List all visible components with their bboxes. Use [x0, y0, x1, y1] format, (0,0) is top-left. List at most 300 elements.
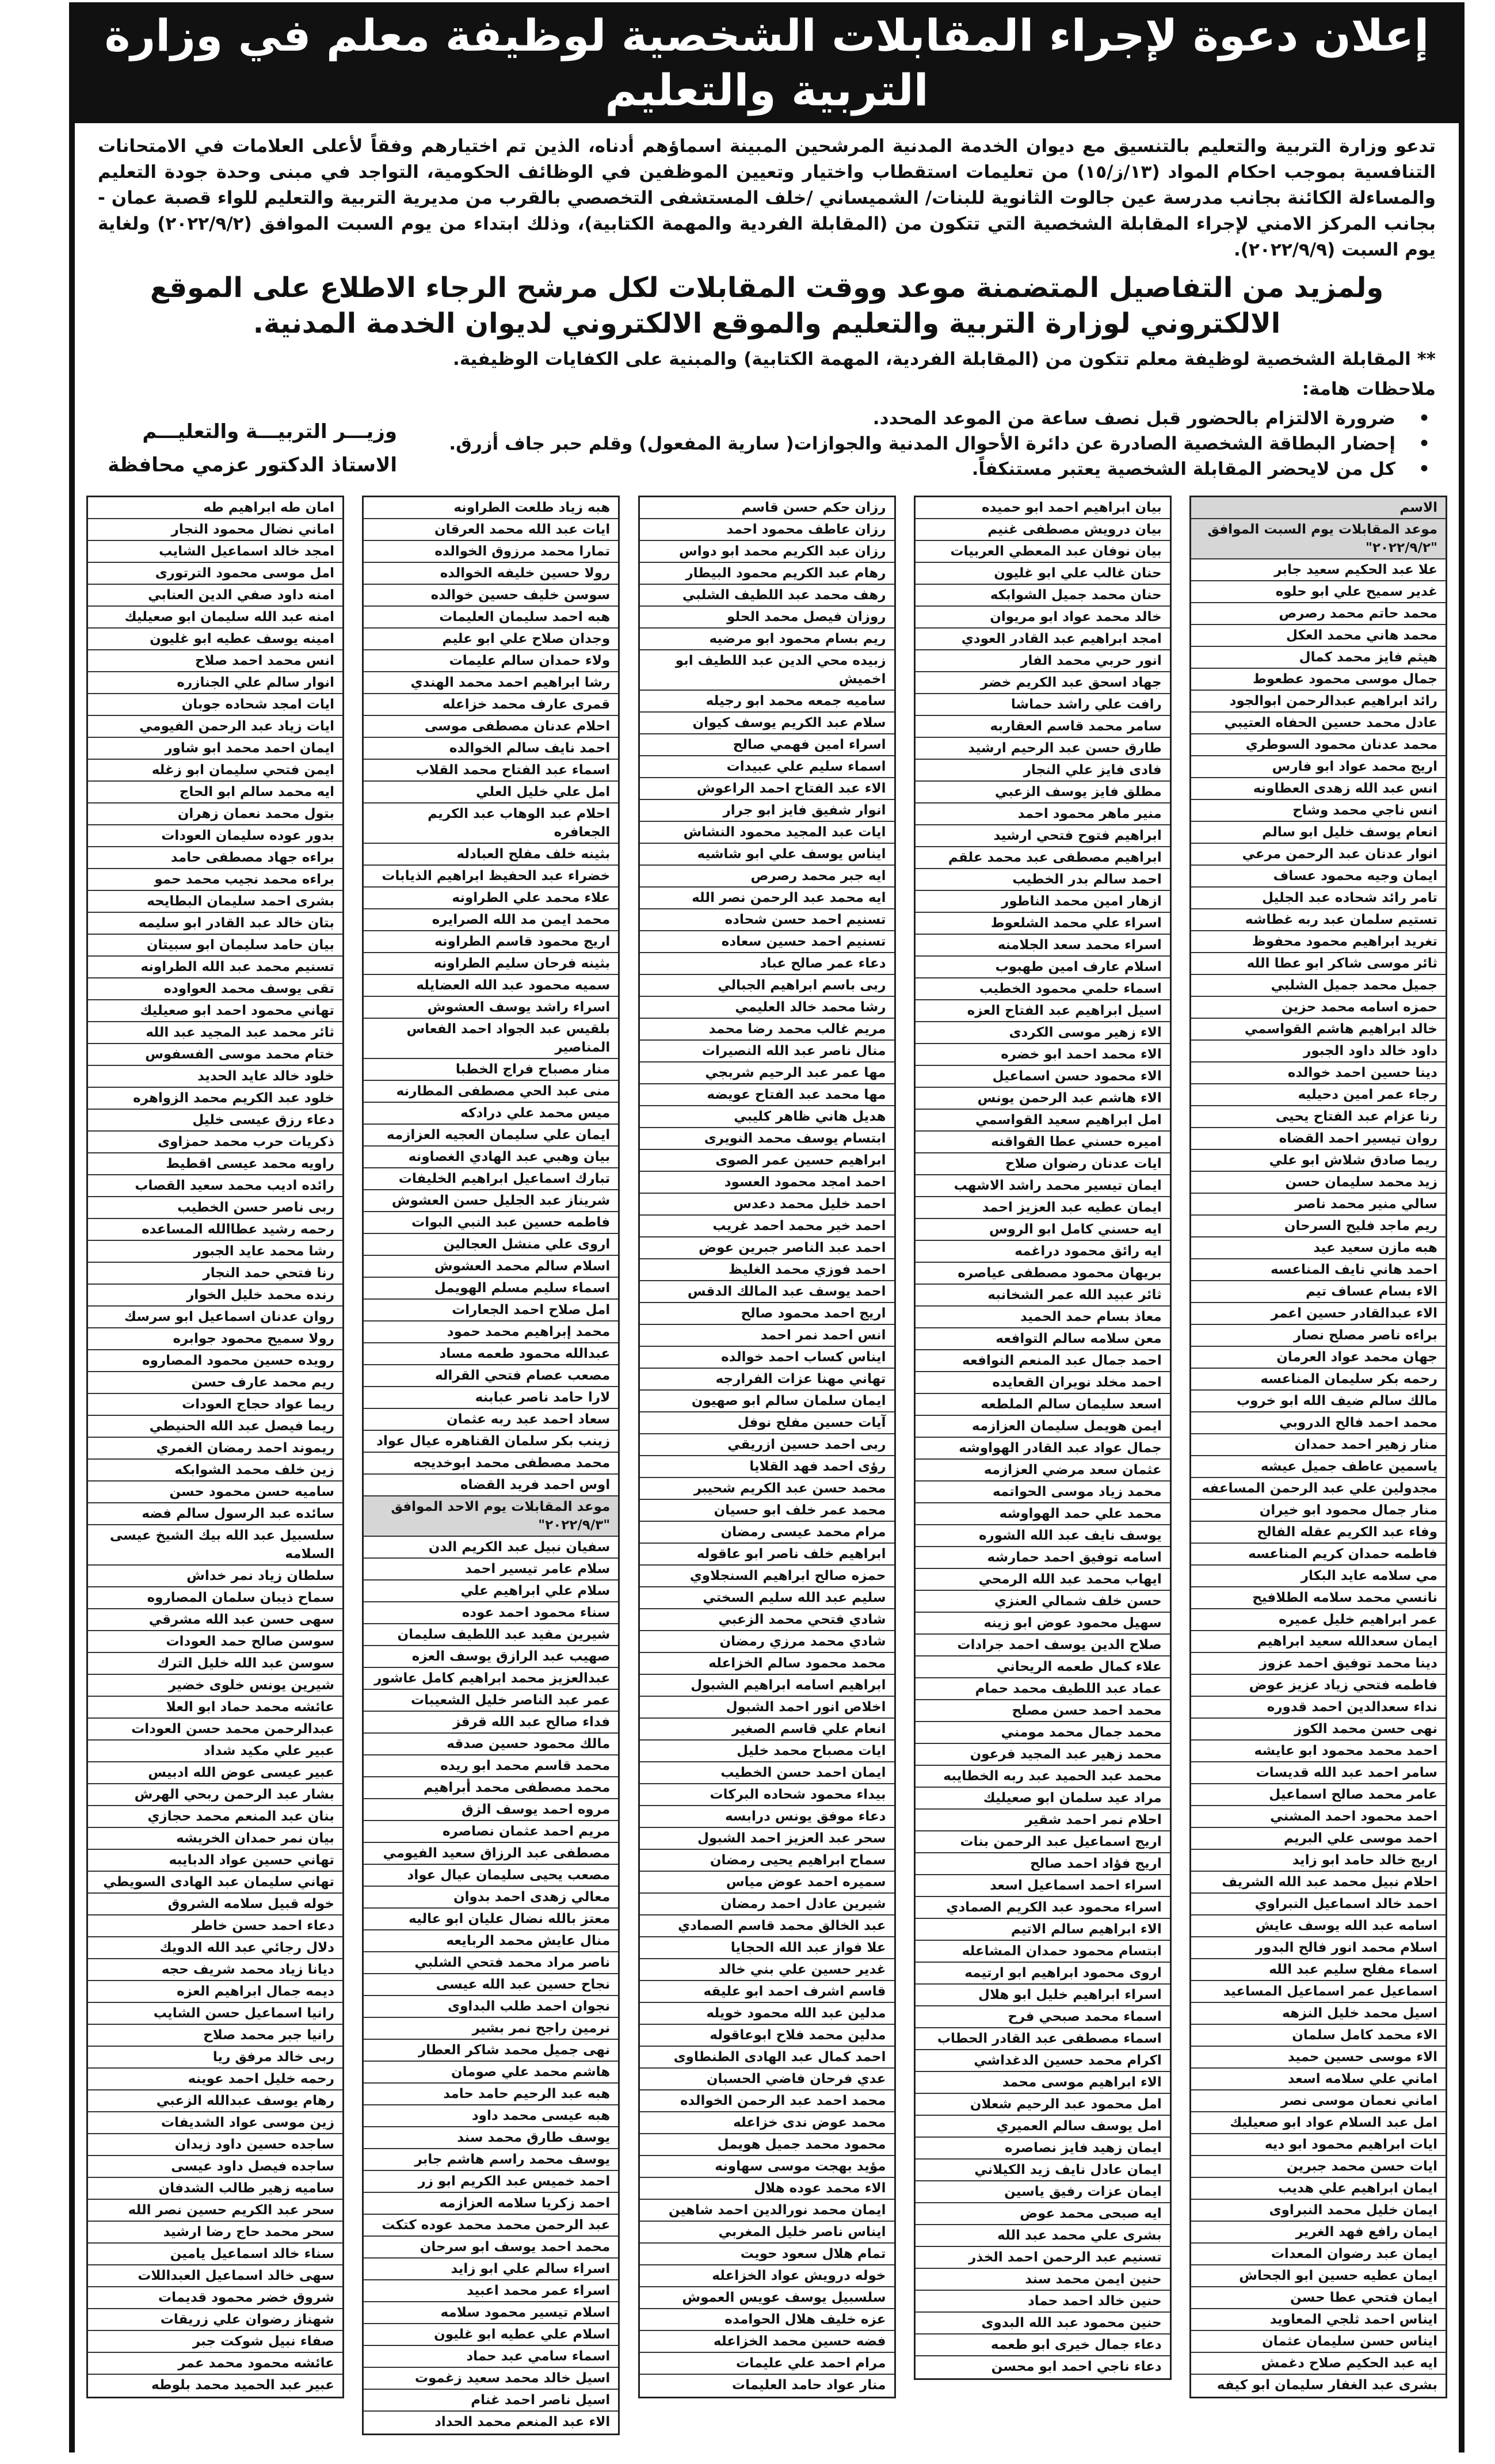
- candidate-row: ريما عواد حجاج العودات: [88, 1394, 342, 1416]
- candidate-row: سهى حسن عبد الله مشرقي: [88, 1609, 342, 1631]
- candidate-row: انور حربي محمد الفار: [916, 650, 1170, 672]
- candidate-row: ميس محمد علي درادكه: [364, 1103, 618, 1125]
- candidate-row: زين موسى عواد الشديفات: [88, 2112, 342, 2134]
- candidate-row: تهاني محمود احمد ابو صعيليك: [88, 1000, 342, 1022]
- candidate-row: محمد علي حمد الهواوشه: [916, 1503, 1170, 1525]
- candidate-row: سلام عبد الكريم يوسف كيوان: [640, 713, 894, 734]
- candidate-row: سليم عبد الله سليم السختي: [640, 1587, 894, 1609]
- signature-block: [98, 415, 397, 482]
- names-column: [914, 496, 1172, 2380]
- candidate-row: احمد محمد محمود ابو عايشه: [1191, 1741, 1446, 1762]
- signature-role: وزيـــر التربيـــة والتعليـــم: [142, 420, 397, 443]
- candidate-row: بلقيس عبد الجواد احمد الفعاس المناصير: [364, 1019, 618, 1059]
- candidate-row: ايمان سلمان سالم ابو صهيون: [640, 1391, 894, 1412]
- candidate-row: ايات عدنان رضوان صلاح: [916, 1153, 1170, 1175]
- candidate-row: اسراء راشد يوسف العشوش: [364, 997, 618, 1019]
- candidate-row: هبه عبد الرحيم حامد حامد: [364, 2084, 618, 2105]
- note-item: [420, 406, 1430, 431]
- candidate-row: سناء خالد اسماعيل يامين: [88, 2244, 342, 2265]
- candidate-row: سماح ذيبان سلمان المصاروه: [88, 1587, 342, 1609]
- candidate-row: الاء محمد كامل سلمان: [1191, 2025, 1446, 2047]
- candidate-row: عبير عيسى عوض الله ادبيس: [88, 1762, 342, 1784]
- candidate-row: ايمن فتحي سليمان ابو زغله: [88, 760, 342, 782]
- candidate-row: اريج محمود قاسم الطراونه: [364, 931, 618, 953]
- candidate-row: بتان خالد عبد القادر ابو سليمه: [88, 913, 342, 935]
- candidate-row: وجدان صلاح علي ابو عليم: [364, 629, 618, 650]
- candidate-row: بيان نمر حمدان الخريشه: [88, 1828, 342, 1850]
- candidate-row: اسراء سالم علي ابو زايد: [364, 2259, 618, 2280]
- candidate-row: ايمان احمد حسن الخطيب: [640, 1762, 894, 1784]
- candidate-row: امجد خالد اسماعيل الشايب: [88, 541, 342, 563]
- candidate-row: بشرى احمد سليمان البطايحه: [88, 891, 342, 913]
- candidate-row: مها عمر عبد الرحيم شربجي: [640, 1062, 894, 1084]
- candidate-row: ابراهيم حسين عمر الصوى: [640, 1150, 894, 1172]
- candidate-row: اريج اسماعيل عبد الرحمن بنات: [916, 1831, 1170, 1853]
- candidate-row: شروق خضر محمود قديمات: [88, 2287, 342, 2309]
- candidate-row: عامر محمد صالح اسماعيل: [1191, 1784, 1446, 1806]
- candidate-row: بثينه خلف مفلح العبادله: [364, 844, 618, 866]
- candidate-row: دعاء ناجي احمد ابو محسن: [991, 2359, 1162, 2374]
- candidate-row: اسلام تيسير محمود سلامه: [364, 2302, 618, 2324]
- candidate-row: ريم بسام محمود ابو مرضيه: [640, 629, 894, 650]
- candidate-row: سلسبيل عبد الله بيك الشيخ عيسى السلامه: [88, 1525, 342, 1566]
- candidate-row: ختام محمد موسى الفسفوس: [88, 1044, 342, 1066]
- candidate-row: ايه رائق محمود دراغمه: [916, 1241, 1170, 1263]
- schedule-header: موعد المقابلات يوم السبت الموافق "٢٠٢٢/٩/٢": [1191, 519, 1446, 559]
- candidate-row: احمد زكريا سلامه العزازمه: [364, 2193, 618, 2215]
- candidate-row: اميره حسني عطا القواقنه: [916, 1132, 1170, 1153]
- candidate-row: خالد ابراهيم هاشم القواسمي: [1191, 1019, 1446, 1041]
- column-header: الاسم: [1191, 497, 1446, 519]
- candidate-row: محمد حاتم محمد رصرص: [1191, 603, 1446, 625]
- candidate-row: سحر عبد العزيز احمد الشبول: [640, 1828, 894, 1850]
- candidate-row: ايه حسني كامل ابو الروس: [916, 1219, 1170, 1241]
- candidate-row: عزه خليف هلال الحوامده: [640, 2309, 894, 2331]
- note-text: إحضار البطاقة الشخصية الصادرة عن دائرة الأحوال المدنية والجوازات( سارية المفعول) وقلم حبر جاف أزرق.: [449, 433, 1395, 454]
- candidate-row: رافت علي راشد حماشا: [916, 694, 1170, 716]
- candidate-row: محمد احمد فالح الدروبي: [1191, 1412, 1446, 1434]
- candidate-row: مرام محمد عيسى رمضان: [640, 1522, 894, 1544]
- candidate-row: روان عدنان اسماعيل ابو سرسك: [88, 1307, 342, 1328]
- candidate-row: ايمان عزات رفيق ياسين: [916, 2181, 1170, 2203]
- candidate-row: انس ناجي محمد وشاح: [1191, 800, 1446, 822]
- candidate-row: ايمان فتحي عطا حسن: [1191, 2287, 1446, 2309]
- candidate-row: محمود محمد جميل هويمل: [640, 2134, 894, 2156]
- candidate-row: تقى يوسف محمد العواوده: [88, 978, 342, 1000]
- candidate-row: اسيل ابراهيم عبد الفتاح العزه: [916, 1000, 1170, 1022]
- candidate-row: معالي زهدى احمد بدوان: [364, 1887, 618, 1909]
- candidate-row: سلسبيل يوسف عويس العموش: [640, 2287, 894, 2309]
- candidate-row: محمد عدنان محمود السوطري: [1191, 734, 1446, 756]
- candidate-row: ايمان عادل نايف زيد الكيلاني: [916, 2160, 1170, 2181]
- candidate-row: ايه عبد الحكيم صلاح دغمش: [1191, 2353, 1446, 2375]
- candidate-row: هبه مازن سعيد عيد: [1191, 1237, 1446, 1259]
- candidate-row: ريم ماجد فليح السرحان: [1191, 1216, 1446, 1237]
- candidate-row: لارا حامد ناصر عبابنه: [364, 1387, 618, 1409]
- candidate-row: ساجده حسين داود زيدان: [88, 2134, 342, 2156]
- candidate-row: داود خالد داود الجبور: [1191, 1041, 1446, 1062]
- candidate-row: دعاء عمر صالح عباد: [640, 953, 894, 975]
- candidate-row: اوس احمد فريد القضاه: [364, 1475, 618, 1496]
- candidate-row: رحمه رشيد عطاالله المساعده: [88, 1219, 342, 1241]
- candidate-row: دلال رجائي عبد الله الدويك: [88, 1937, 342, 1959]
- candidate-row: فداء صالح عبد الله قرقز: [364, 1712, 618, 1734]
- candidate-row: احلام نمر احمد شقير: [916, 1810, 1170, 1831]
- candidate-row: احلام نبيل محمد عبد الله الشريف: [1191, 1872, 1446, 1894]
- candidate-row: ايمان عبد رضوان المعدات: [1191, 2244, 1446, 2265]
- candidate-row: امل علي خليل العلي: [364, 782, 618, 803]
- candidate-row: الاء هاشم عبد الرحمن يونس: [916, 1088, 1170, 1110]
- candidate-row: اسيل ناصر احمد غنام: [364, 2390, 618, 2412]
- candidate-row: ابتسام يوسف محمد النويرى: [640, 1128, 894, 1150]
- candidate-row: تسنيم احمد حسين سعاده: [640, 931, 894, 953]
- candidate-row: رهام يوسف عبدالله الزعبي: [88, 2090, 342, 2112]
- candidate-row: هبه زياد طلعت الطراونه: [364, 497, 618, 519]
- candidate-row: اسعد سليمان سالم الملطعه: [916, 1394, 1170, 1416]
- candidate-row: اسلام سالم محمد العشوش: [364, 1256, 618, 1278]
- candidate-row: ايات حسن محمد جبرين: [1191, 2156, 1446, 2178]
- intro-paragraph: تدعو وزارة التربية والتعليم بالتنسيق مع ديوان الخدمة المدنية المرشحين المبينة اسماؤهم أدناه، الذين تم اختيارهم وفقاً لأعلى العلامات في الامتحانات التنافسية بموجب احكام المواد (١٣/ز/١٥) من تعليمات استقطاب واختيار وتعيين الموظفين في الوظائف الحكومية، التواجد في مبنى وحدة جودة التعليم والمساءلة الكائنة بجانب مدرسة عين جالوت الثانوية للبنات/ الشميساني /خلف المستشفى التخصصي بالقرب من مديرية التربية والتعليم للواء قصبة عمان - بجانب المركز الامني لإجراء المقابلة الشخصية التي تتكون من (المقابلة الفردية والمهمة الكتابية)، وذلك ابتداء من يوم السبت الموافق (٢٠٢٢/٩/٢) ولغاية يوم السبت (٢٠٢٢/٩/٩).: [98, 136, 1436, 260]
- candidate-row: مرام احمد علي عليمات: [640, 2353, 894, 2375]
- interview-composition-note: ** المقابلة الشخصية لوظيفة معلم تتكون من (المقابلة الفردية، المهمة الكتابية) والمبنية على الكفايات الوظيفية.: [452, 349, 1436, 370]
- candidate-row: ايمان احمد محمد ابو شاور: [88, 738, 342, 760]
- candidate-row: الاء عبدالقادر حسين اعمر: [1191, 1303, 1446, 1325]
- candidate-row: احمد خالد اسماعيل النبراوي: [1191, 1894, 1446, 1915]
- candidate-row: ازهار امين محمد الناطور: [916, 891, 1170, 913]
- candidate-row: ثائر محمد عبد المجيد عبد الله: [88, 1022, 342, 1044]
- candidate-row: ناصر مراد محمد فتحي الشلبي: [364, 1952, 618, 1974]
- candidate-row: تهاني حسين عواد الدبايبه: [88, 1850, 342, 1872]
- candidate-row: الاء موسى حسين حميد: [1191, 2047, 1446, 2069]
- candidate-row: رزان عبد الكريم محمد ابو دواس: [640, 541, 894, 563]
- candidate-row: احمد يوسف عبد المالك الدقس: [640, 1281, 894, 1303]
- candidate-row: ريما صادق شلاش ابو علي: [1191, 1150, 1446, 1172]
- candidate-row: تمارا محمد مرزوق الخوالده: [364, 541, 618, 563]
- candidate-row: ايناس كساب احمد خوالده: [640, 1347, 894, 1369]
- candidate-row: رانيا اسماعيل حسن الشايب: [88, 2003, 342, 2025]
- candidate-row: رزان عاطف محمود احمد: [640, 519, 894, 541]
- candidate-row: معتز بالله نضال عليان ابو عاليه: [364, 1909, 618, 1930]
- candidate-row: اسراء ابراهيم خليل ابو هلال: [916, 1985, 1170, 2006]
- candidate-row: حنان محمد جميل الشوابكه: [916, 585, 1170, 607]
- candidate-row: رؤى احمد فهد القلايا: [640, 1456, 894, 1478]
- candidate-row: رجاء عمر امين دحيليه: [1191, 1084, 1446, 1106]
- bullet-icon: •: [1418, 459, 1430, 479]
- candidate-row: تسنيم احمد حسن شحاده: [640, 909, 894, 931]
- candidates-table: [86, 496, 1447, 2435]
- candidate-row: انس احمد نمر احمد: [640, 1325, 894, 1347]
- candidate-row: ربى احمد حسين ازريقي: [640, 1434, 894, 1456]
- candidate-row: رنده محمد خليل الخوار: [88, 1285, 342, 1307]
- candidate-row: زبيده محي الدين عبد اللطيف ابو اخميش: [640, 650, 894, 691]
- bullet-icon: •: [1418, 408, 1430, 429]
- candidate-row: امل يوسف سالم العميري: [916, 2116, 1170, 2138]
- candidate-row: احمد خليل محمد دعدس: [640, 1194, 894, 1216]
- candidate-row: اماني نعمان موسى نصر: [1191, 2090, 1446, 2112]
- candidate-row: تهاني مهنا عزات الفرارجه: [640, 1369, 894, 1391]
- candidate-row: معاذ بسام حمد الحميد: [916, 1307, 1170, 1328]
- notes-list: [420, 406, 1436, 482]
- candidate-row: حنين ايمن محمد سند: [916, 2269, 1170, 2291]
- candidate-row: ابراهيم خلف ناصر ابو عاقوله: [640, 1544, 894, 1566]
- candidate-row: منار مصباح فراج الخطبا: [364, 1059, 618, 1081]
- candidate-row: بشرى علي محمد عبد الله: [916, 2225, 1170, 2247]
- candidate-row: فاطمه فتحي زياد عزيز عوض: [1191, 1675, 1446, 1697]
- candidate-row: علا فواز عبد الله الحجايا: [640, 1937, 894, 1959]
- candidate-row: اسراء علي محمد الشلعوط: [916, 913, 1170, 935]
- candidate-row: اسماء سليم علي عبيدات: [640, 756, 894, 778]
- candidate-row: بيان ابراهيم احمد ابو حميده: [916, 497, 1170, 519]
- candidate-row: ثائر عبيد الله عمر الشخانبه: [916, 1285, 1170, 1307]
- candidate-row: اسراء عمر محمد اعبيد: [364, 2280, 618, 2302]
- announcement-body: [75, 123, 1459, 482]
- candidate-row: جمال عواد عبد القادر الهواوشه: [916, 1438, 1170, 1460]
- candidate-row: بشار عبد الرحمن ربحي الهرش: [88, 1784, 342, 1806]
- candidate-row: منار زهير احمد حمدان: [1191, 1434, 1446, 1456]
- candidate-row: عبد الخالق محمد قاسم الصمادي: [640, 1915, 894, 1937]
- candidate-row: مراد عيد سلمان ابو صعيليك: [916, 1788, 1170, 1810]
- candidate-row: زينب بكر سلمان القناهره عيال عواد: [364, 1431, 618, 1453]
- candidate-row: براءه ناصر مصلح نصار: [1191, 1325, 1446, 1347]
- candidate-row: جميل محمد جميل الشلبي: [1191, 975, 1446, 997]
- candidate-row: حنين خالد احمد حماد: [916, 2291, 1170, 2313]
- candidate-row: اسماء حلمي محمود الخطيب: [916, 978, 1170, 1000]
- candidate-row: ربى خالد مرفق ريا: [88, 2047, 342, 2069]
- candidate-row: صفاء نبيل شوكت جبر: [88, 2331, 342, 2353]
- candidate-row: ايات زياد عبد الرحمن الفيومي: [88, 716, 342, 738]
- candidate-row: الاء ابراهيم موسى محمد: [916, 2072, 1170, 2094]
- candidate-row: جهاد اسحق عبد الكريم خضر: [916, 672, 1170, 694]
- candidate-row: تمام هلال سعود حويت: [640, 2244, 894, 2265]
- candidate-row: حمزه صالح ابراهيم السنجلاوي: [640, 1566, 894, 1587]
- candidate-row: اسراء امين فهمي صالح: [640, 734, 894, 756]
- candidate-row: ايات عبد الله محمد العرقان: [364, 519, 618, 541]
- candidate-row: رحمه بكر سليمان المناعسه: [1191, 1369, 1446, 1391]
- candidate-row: ديمه جمال ابراهيم العزه: [88, 1981, 342, 2003]
- candidate-row: ايمان محمد نورالدين احمد شاهين: [640, 2200, 894, 2222]
- candidate-row: تبارك اسماعيل ابراهيم الخليفات: [364, 1168, 618, 1190]
- candidate-row: رشا ابراهيم احمد محمد الهندي: [364, 672, 618, 694]
- candidate-row: ذكريات حرب محمد حمزاوى: [88, 1132, 342, 1153]
- candidate-row: ساجده فيصل داود عيسى: [88, 2156, 342, 2178]
- candidate-row: ريموند احمد رمضان الغمري: [88, 1438, 342, 1460]
- candidate-row: محمد إبراهيم محمد حمود: [364, 1322, 618, 1343]
- candidate-row: دينا حسين احمد خوالده: [1191, 1062, 1446, 1084]
- candidate-row: عائشه محمد حماد ابو العلا: [88, 1697, 342, 1719]
- candidate-row: ايمان وجيه محمود عساف: [1191, 866, 1446, 888]
- candidate-row: يوسف طارق محمد سند: [364, 2127, 618, 2149]
- candidate-row: اريج خالد حامد ابو زايد: [1191, 1850, 1446, 1872]
- candidate-row: مطلق فايز يوسف الزعبي: [916, 782, 1170, 803]
- candidate-row: ايه محمد عبد الرحمن نصر الله: [640, 888, 894, 909]
- candidate-row: رويده حسين محمود المصاروه: [88, 1350, 342, 1372]
- candidate-row: خلود عبد الكريم محمد الزواهره: [88, 1088, 342, 1110]
- candidate-row: الاء محمود حسن اسماعيل: [916, 1066, 1170, 1088]
- candidate-row: تسنيم محمد عبد الله الطراونه: [88, 957, 342, 978]
- candidate-row: اكرام محمد حسين الدغداشي: [916, 2050, 1170, 2072]
- candidate-row: محمد عمر خلف ابو حسيان: [640, 1500, 894, 1522]
- candidate-row: اسماء محمد صبحي فرح: [916, 2006, 1170, 2028]
- candidate-row: امينه يوسف عطيه ابو غليون: [88, 629, 342, 650]
- candidate-row: ايمان زهيد فايز نصاصره: [916, 2138, 1170, 2160]
- candidate-row: براءه جهاد مصطفى حامد: [88, 847, 342, 869]
- candidate-row: سوسن عبد الله خليل الترك: [88, 1653, 342, 1675]
- candidate-row: عمر عبد الناصر خليل الشعيبات: [364, 1690, 618, 1712]
- candidate-row: يوسف محمد راسم هاشم جابر: [364, 2149, 618, 2171]
- candidate-row: مجدولين علي عبد الرحمن المساعفه: [1191, 1478, 1446, 1500]
- candidate-row: الاء ابراهيم سالم الاتيم: [916, 1919, 1170, 1941]
- candidate-row: رنا فتحي حمد النجار: [88, 1263, 342, 1285]
- candidate-row: سحر عبد الكريم حسين نصر الله: [88, 2200, 342, 2222]
- candidate-row: سفيان نبيل عبد الكريم الدن: [364, 1537, 618, 1559]
- candidate-row: مالك محمود حسين صدقه: [364, 1734, 618, 1755]
- candidate-row: زين خلف محمد الشوابكه: [88, 1460, 342, 1482]
- candidate-row: امل صلاح احمد الجعارات: [364, 1300, 618, 1322]
- candidate-row: سهيل محمود عوض ابو زينه: [916, 1613, 1170, 1635]
- candidate-row: عادل محمد حسين الحفاه العتيبي: [1191, 713, 1446, 734]
- candidate-row: عبد الرحمن محمد محمد عوده كتكت: [364, 2215, 618, 2237]
- candidate-row: ايمان خليل محمد النبراوى: [1191, 2200, 1446, 2222]
- page-title: إعلان دعوة لإجراء المقابلات الشخصية لوظيفة معلم في وزارة التربية والتعليم: [104, 10, 1429, 116]
- candidate-row: رشا محمد عايد الجبور: [88, 1241, 342, 1263]
- candidate-row: احلام عدنان مصطفى موسى: [364, 716, 618, 738]
- candidate-row: اروى علي منشل العجالين: [364, 1234, 618, 1256]
- candidate-row: تامر رائد شحاده عبد الجليل: [1191, 888, 1446, 909]
- candidate-row: مدلين عبد الله محمود خويله: [640, 2003, 894, 2025]
- candidate-row: ايه محمد سالم ابو الحاج: [88, 782, 342, 803]
- candidate-row: حنين محمود عبد الله البدوى: [916, 2313, 1170, 2334]
- candidate-row: سوسن خليف حسين خوالده: [364, 585, 618, 607]
- candidate-row: بدور عوده سليمان العودات: [88, 825, 342, 847]
- candidate-row: احمد امجد محمود العسود: [640, 1172, 894, 1194]
- candidate-row: محمد مصطفى محمد أبراهيم: [364, 1777, 618, 1799]
- candidate-row: سائده عبد الرسول سالم فضه: [88, 1503, 342, 1525]
- candidate-row: مصطفى عبد الرزاق سعيد الفيومي: [364, 1843, 618, 1865]
- candidate-row: احمد جمال عبد المنعم النوافعه: [916, 1350, 1170, 1372]
- candidate-row: محمد احمد حسن مصلح: [916, 1700, 1170, 1722]
- candidate-row: عبدالله محمود طعمه مساد: [364, 1343, 618, 1365]
- candidate-row: اماني علي سلامه اسعد: [1191, 2069, 1446, 2090]
- candidate-row: شهناز رضوان علي زريقات: [88, 2309, 342, 2331]
- candidate-row: ايمان عطيه عبد العزيز احمد: [916, 1197, 1170, 1219]
- candidate-row: ايمن هويمل سليمان العزازمه: [916, 1416, 1170, 1438]
- candidate-row: خلود خالد عايد الحديد: [88, 1066, 342, 1088]
- candidate-row: محمد مصطفى محمد ابوخديجه: [364, 1453, 618, 1475]
- candidate-row: فادى فايز علي النجار: [916, 760, 1170, 782]
- candidate-row: اسماء مفلح سليم عبد الله: [1191, 1959, 1446, 1981]
- names-column: [86, 496, 344, 2398]
- candidate-row: تستيم سلمان عبد ربه غطاشه: [1191, 909, 1446, 931]
- candidate-row: روان تيسير احمد القضاه: [1191, 1128, 1446, 1150]
- candidate-row: احمد خير محمد احمد غريب: [640, 1216, 894, 1237]
- candidate-row: الاء عبد الفتاح احمد الراعوش: [640, 778, 894, 800]
- candidate-row: وفاء عبد الكريم عقله الفالح: [1191, 1522, 1446, 1544]
- candidate-row: اسلام علي عطيه ابو غليون: [364, 2324, 618, 2346]
- candidate-row: اريج محمد عواد ابو فارس: [1191, 756, 1446, 778]
- candidate-row: الاء بسام عساف تيم: [1191, 1281, 1446, 1303]
- candidate-row: ايات امجد شحاده جوبان: [88, 694, 342, 716]
- candidate-row: نانسي محمد سلامه الطلافيح: [1191, 1587, 1446, 1609]
- candidate-row: ساميه زهير طالب الشدفان: [88, 2178, 342, 2200]
- candidate-row: فضه حسين محمد الخزاعله: [640, 2331, 894, 2353]
- candidate-row: ايناس حسن سليمان عثمان: [1191, 2331, 1446, 2353]
- candidate-row: عبير علي مكيد شداد: [88, 1741, 342, 1762]
- candidate-row: اروى محمود ابراهيم ابو ارتيمه: [916, 1963, 1170, 1985]
- candidate-row: مالك سالم ضيف الله ابو خروب: [1191, 1391, 1446, 1412]
- candidate-row: راويه محمد عيسى اقطيط: [88, 1153, 342, 1175]
- candidate-row: الاء زهير موسى الكردى: [916, 1022, 1170, 1044]
- candidate-row: تسنيم عبد الرحمن احمد الخذر: [916, 2247, 1170, 2269]
- candidate-row: شريناز عبد الجليل حسن العشوش: [364, 1190, 618, 1212]
- candidate-row: ايمان رافع فهد الغرير: [1191, 2222, 1446, 2244]
- candidate-row: محمد محمود سالم الخزاعله: [640, 1653, 894, 1675]
- candidate-row: قاسم اشرف احمد ابو عليقه: [640, 1981, 894, 2003]
- candidate-row: بيان وهبي عبد الهادي الغصاونه: [364, 1147, 618, 1168]
- candidate-row: امنه عبد الله سليمان ابو صعيليك: [88, 607, 342, 629]
- candidate-row: شيرين مفيد عبد اللطيف سليمان: [364, 1624, 618, 1646]
- candidate-row: اسماعيل عمر اسماعيل المساعيد: [1191, 1981, 1446, 2003]
- candidate-row: رهف محمد عبد اللطيف الشلبي: [640, 585, 894, 607]
- candidate-row: ايمان تيسير محمد راشد الاشهب: [916, 1175, 1170, 1197]
- candidate-row: دينا محمد توفيق احمد عزوز: [1191, 1653, 1446, 1675]
- candidate-row: انس عبد الله زهدى العطاونه: [1191, 778, 1446, 800]
- candidate-row: امل ابراهيم سعيد القواسمي: [916, 1110, 1170, 1132]
- candidate-row: رائد ابراهيم عبدالرحمن ابوالجود: [1191, 691, 1446, 713]
- candidate-row: اسماء سامي عبد حماد: [364, 2346, 618, 2368]
- candidate-row: تغريد ابراهيم محمود محفوظ: [1191, 931, 1446, 953]
- candidate-row: بتول محمد نعمان زهران: [88, 803, 342, 825]
- candidate-row: رهام عبد الكريم محمود البيطار: [640, 563, 894, 585]
- bullet-icon: •: [1418, 433, 1430, 454]
- candidate-row: نهى جميل محمد شاكر العطار: [364, 2040, 618, 2062]
- candidate-row: سناء محمود احمد عوده: [364, 1602, 618, 1624]
- candidate-row: علا عبد الحكيم سعيد جابر: [1191, 559, 1446, 581]
- candidate-row: رولا حسين خليفه الخوالده: [364, 563, 618, 585]
- candidate-row: محمد احمد عبد الرحمن الخوالده: [640, 2090, 894, 2112]
- candidate-row: منى عبد الحي مصطفى المطارنه: [364, 1081, 618, 1103]
- candidate-row: اسماء عبد الفتاح محمد القلاب: [364, 760, 618, 782]
- note-text: كل من لايحضر المقابلة الشخصية يعتبر مستنكفاً.: [971, 459, 1395, 479]
- candidate-row: بيداء محمود شحاده البركات: [640, 1784, 894, 1806]
- candidate-row: بريهان محمود مصطفى عياصره: [916, 1263, 1170, 1285]
- candidate-row: سالي منير محمد ناصر: [1191, 1194, 1446, 1216]
- candidate-row: سامر احمد عبد الله قديسات: [1191, 1762, 1446, 1784]
- names-column: [362, 496, 620, 2435]
- candidate-row: رحمه خليل احمد عوينه: [88, 2069, 342, 2090]
- candidate-row: نهى حسن محمد الكوز: [1191, 1719, 1446, 1741]
- candidate-row: اخلاص انور احمد الشبول: [640, 1697, 894, 1719]
- candidate-row: عدي فرحان فاضي الحسبان: [640, 2069, 894, 2090]
- names-column: [1189, 496, 1447, 2398]
- candidate-row: الاء عبد المنعم محمد الحداد: [434, 2415, 611, 2429]
- candidate-row: امل عبد السلام عواد ابو صعيليك: [1191, 2112, 1446, 2134]
- candidate-row: ايات ابراهيم محمود ابو ديه: [1191, 2134, 1446, 2156]
- candidate-row: اسماء سليم مسلم الهويمل: [364, 1278, 618, 1300]
- candidate-row: جهان محمد عواد العرمان: [1191, 1347, 1446, 1369]
- candidate-row: مروه احمد يوسف الزق: [364, 1799, 618, 1821]
- candidate-row: غدير سميح علي ابو حلوه: [1191, 581, 1446, 603]
- candidate-row: شيرين عادل احمد رمضان: [640, 1894, 894, 1915]
- candidate-row: الاء محمد عوده هلال: [640, 2178, 894, 2200]
- candidate-row: زيد محمد سليمان حسن: [1191, 1172, 1446, 1194]
- candidate-row: نجاح حسين عبد الله عيسى: [364, 1974, 618, 1996]
- candidate-row: محمد زياد موسى الحواتمه: [916, 1482, 1170, 1503]
- candidate-row: ابتسام محمود حمدان المشاعله: [916, 1941, 1170, 1963]
- candidate-row: مريم غالب محمد رضا محمد: [640, 1019, 894, 1041]
- candidate-row: يوسف نايف عبد الله الشوره: [916, 1525, 1170, 1547]
- candidate-row: خوله قبيل سلامه الشروق: [88, 1894, 342, 1915]
- candidate-row: جمال موسى محمود عطعوط: [1191, 669, 1446, 691]
